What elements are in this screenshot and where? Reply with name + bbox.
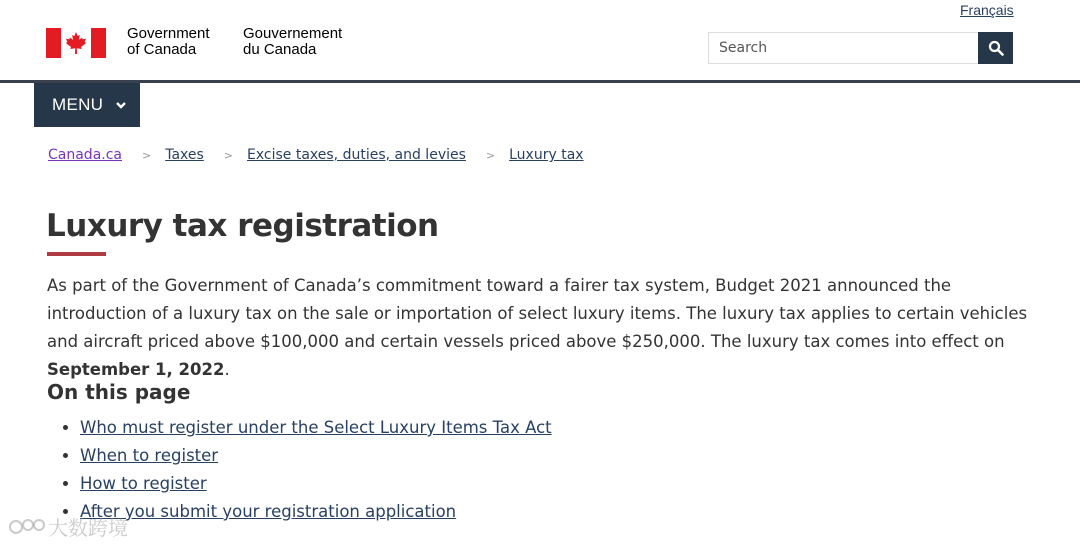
list-item [80,442,552,470]
intro-text: As part of the Government of Canada’s commitment toward a fairer tax system, Budget 2021 announced the introduction of a luxury tax on the sale or importation of select luxury items. The luxury tax applies to certain vehicles and aircraft priced above $100,000 and certain vessels priced above $250,000. The luxury tax comes into effect on [47,276,1028,351]
toc-link-who-must-register[interactable]: Who must register under the Select Luxury Items Tax Act [80,418,552,437]
chevron-down-icon [115,100,127,110]
watermark-text: 大数跨境 [48,516,128,540]
page-title: Luxury tax registration [46,208,439,244]
signature-fr-line2: du Canada [243,41,317,58]
breadcrumb-separator: > [223,148,234,162]
on-this-page-list [60,414,552,526]
search-form [708,32,1013,64]
title-underline [47,252,106,256]
breadcrumb-separator: > [485,148,496,162]
signature-english [127,26,237,58]
government-signature[interactable] [46,26,373,58]
search-input[interactable] [708,32,978,64]
watermark [8,512,128,541]
breadcrumb-link-taxes[interactable]: Taxes [165,147,204,163]
canada-flag-icon [46,28,106,58]
search-icon [988,40,1004,56]
signature-fr-line1: Gouvernement [243,25,343,42]
breadcrumb-link-excise[interactable]: Excise taxes, duties, and levies [247,147,466,163]
signature-french [243,26,373,58]
toc-link-how-to-register[interactable]: How to register [80,474,207,493]
breadcrumb-link-luxury-tax[interactable]: Luxury tax [509,147,584,163]
signature-en-line1: Government [127,25,210,42]
breadcrumb-separator: > [142,148,152,162]
header-divider [0,80,1080,83]
effective-date: September 1, 2022 [47,360,225,379]
menu-button[interactable] [34,83,140,127]
watermark-logo-icon [8,516,48,538]
language-toggle-link[interactable]: Français [960,2,1014,18]
intro-end: . [224,360,230,379]
list-item [80,498,552,526]
menu-label: MENU [52,95,104,114]
list-item [80,414,552,442]
on-this-page-heading: On this page [47,380,191,404]
toc-link-after-you-submit[interactable]: After you submit your registration application [80,502,457,521]
toc-link-when-to-register[interactable]: When to register [80,446,219,465]
signature-en-line2: of Canada [127,41,197,58]
breadcrumb-link-canada[interactable]: Canada.ca [48,147,122,163]
breadcrumb [48,147,584,163]
intro-paragraph [47,272,1037,384]
search-button[interactable] [978,32,1013,64]
list-item [80,470,552,498]
